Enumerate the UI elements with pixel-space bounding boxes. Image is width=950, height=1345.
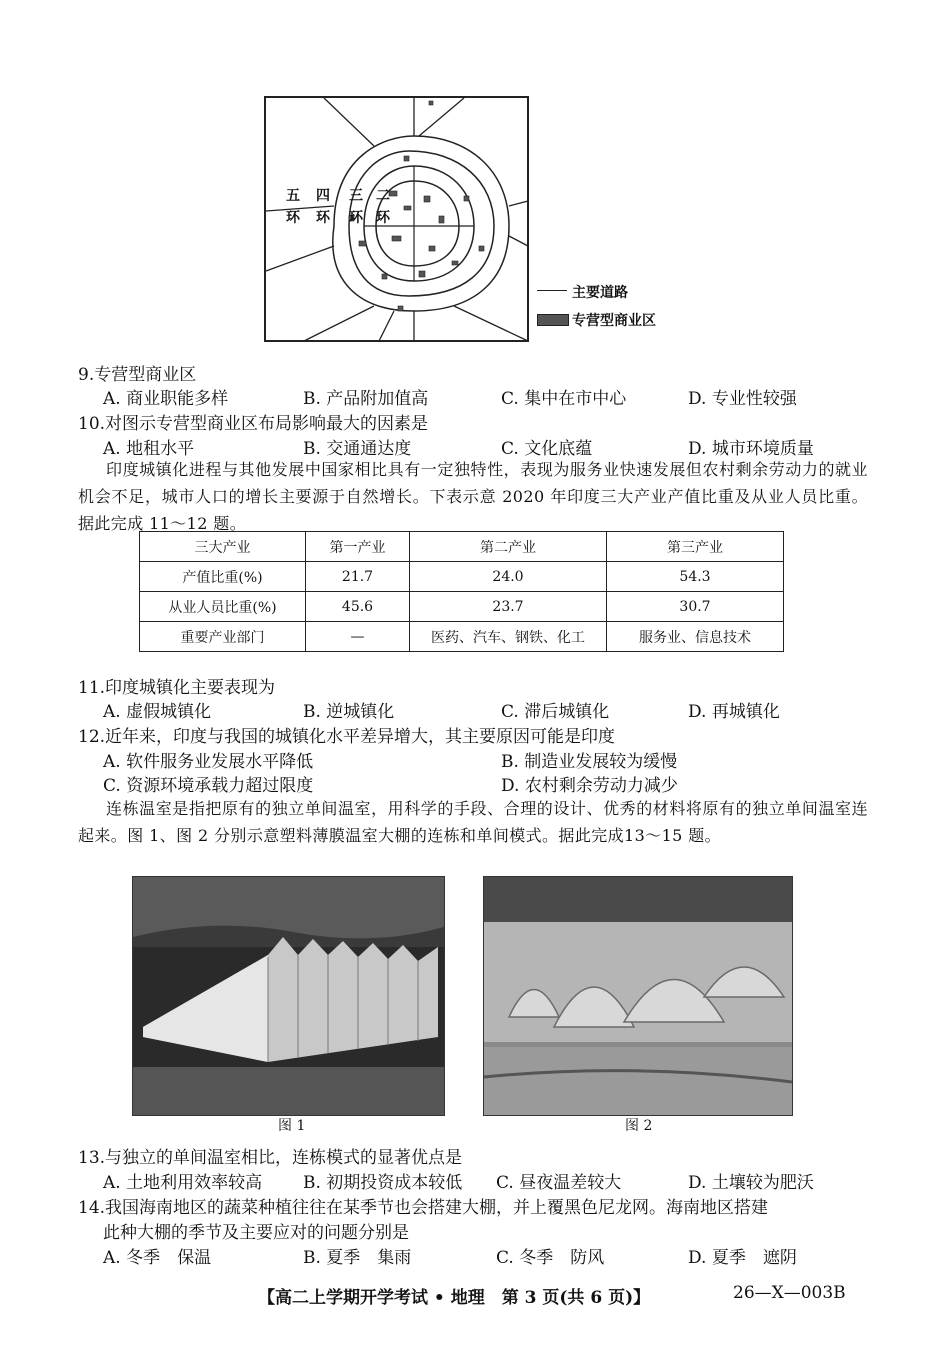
table-row	[140, 562, 784, 592]
table-header-cell: 第三产业	[607, 532, 784, 562]
passage-greenhouse: 连栋温室是指把原有的独立单间温室，用科学的手段、合理的设计、优秀的材料将原有的独立单间温室连起来。图 1、图 2 分别示意塑料薄膜温室大棚的连栋和单间模式。据此完成13～15 题。	[78, 799, 868, 845]
question-14-stem-line-1: 14.我国海南地区的蔬菜种植往往在某季节也会搭建大棚，并上覆黑色尼龙网。海南地区搭建	[78, 1198, 769, 1218]
table-cell: 产值比重(%)	[140, 562, 306, 592]
q9-option-a[interactable]: A. 商业职能多样	[103, 389, 229, 409]
q9-option-c[interactable]: C. 集中在市中心	[501, 389, 627, 409]
city-map-svg	[264, 96, 529, 342]
ring-label: 环	[316, 210, 330, 226]
q14-option-a[interactable]: A. 冬季 保温	[103, 1248, 212, 1268]
ring-label: 五	[286, 188, 300, 204]
question-10-stem: 10.对图示专营型商业区布局影响最大的因素是	[78, 414, 429, 434]
q12-option-a[interactable]: A. 软件服务业发展水平降低	[103, 752, 314, 772]
table-cell: 45.6	[306, 592, 410, 622]
table-cell: 医药、汽车、钢铁、化工	[410, 622, 607, 652]
q11-option-b[interactable]: B. 逆城镇化	[303, 702, 395, 722]
q12-option-b[interactable]: B. 制造业发展较为缓慢	[501, 752, 678, 772]
greenhouse-photo-1	[133, 877, 444, 1115]
question-12-stem: 12.近年来，印度与我国的城镇化水平差异增大，其主要原因可能是印度	[78, 727, 616, 747]
q10-option-a[interactable]: A. 地租水平	[103, 439, 195, 459]
ring-label: 四	[316, 188, 330, 204]
q13-option-b[interactable]: B. 初期投资成本较低	[303, 1173, 463, 1193]
q10-option-b[interactable]: B. 交通通达度	[303, 439, 412, 459]
table-cell: 24.0	[410, 562, 607, 592]
q14-option-b[interactable]: B. 夏季 集雨	[303, 1248, 412, 1268]
question-14-stem-line-2: 此种大棚的季节及主要应对的问题分别是	[103, 1223, 409, 1243]
passage-india-urbanization: 印度城镇化进程与其他发展中国家相比具有一定独特性，表现为服务业快速发展但农村剩余劳动力的就业机会不足，城市人口的增长主要源于自然增长。下表示意 2020 年印度三大产业产值比重及从业人员比重。据此完成 11～12 题。	[78, 460, 868, 533]
table-row	[140, 622, 784, 652]
q12-option-c[interactable]: C. 资源环境承载力超过限度	[103, 776, 314, 796]
question-9-stem: 9.专营型商业区	[78, 365, 197, 385]
q11-option-a[interactable]: A. 虚假城镇化	[103, 702, 212, 722]
table-cell: 54.3	[607, 562, 784, 592]
greenhouse-photo-2	[484, 877, 792, 1115]
question-13-stem: 13.与独立的单间温室相比，连栋模式的显著优点是	[78, 1148, 463, 1168]
q14-option-d[interactable]: D. 夏季 遮阴	[688, 1248, 797, 1268]
q9-option-d[interactable]: D. 专业性较强	[688, 389, 797, 409]
table-cell: 从业人员比重(%)	[140, 592, 306, 622]
ring-label: 环	[286, 210, 300, 226]
page-footer-title: 【高二上学期开学考试 • 地理 第 3 页(共 6 页)】	[258, 1288, 651, 1308]
table-row	[140, 592, 784, 622]
road-legend-line	[537, 290, 567, 291]
table-header-cell: 三大产业	[140, 532, 306, 562]
ring-label: 二	[376, 188, 390, 204]
q11-option-d[interactable]: D. 再城镇化	[688, 702, 780, 722]
q13-option-a[interactable]: A. 土地利用效率较高	[103, 1173, 263, 1193]
table-header-row	[140, 532, 784, 562]
q13-option-c[interactable]: C. 昼夜温差较大	[496, 1173, 622, 1193]
table-cell: 23.7	[410, 592, 607, 622]
q9-option-b[interactable]: B. 产品附加值高	[303, 389, 429, 409]
ring-label: 环	[376, 210, 390, 226]
page-footer-code: 26—X—003B	[733, 1283, 846, 1303]
table-cell: 服务业、信息技术	[607, 622, 784, 652]
q10-option-d[interactable]: D. 城市环境质量	[688, 439, 814, 459]
figure-1-caption: 图 1	[278, 1118, 306, 1134]
q12-option-d[interactable]: D. 农村剩余劳动力减少	[501, 776, 678, 796]
q10-option-c[interactable]: C. 文化底蕴	[501, 439, 593, 459]
district-legend-label: 专营型商业区	[572, 313, 656, 329]
question-11-stem: 11.印度城镇化主要表现为	[78, 678, 276, 698]
figure-1-multi-span-greenhouse	[132, 876, 445, 1116]
q14-option-c[interactable]: C. 冬季 防风	[496, 1248, 605, 1268]
ring-label: 三	[349, 188, 363, 204]
table-cell: 30.7	[607, 592, 784, 622]
table-cell: —	[306, 622, 410, 652]
q13-option-d[interactable]: D. 土壤较为肥沃	[688, 1173, 814, 1193]
district-legend-swatch	[537, 314, 569, 326]
table-cell: 21.7	[306, 562, 410, 592]
road-legend-label: 主要道路	[572, 285, 628, 301]
table-header-cell: 第一产业	[306, 532, 410, 562]
table-header-cell: 第二产业	[410, 532, 607, 562]
q11-option-c[interactable]: C. 滞后城镇化	[501, 702, 610, 722]
industry-table	[139, 531, 784, 652]
city-map-figure	[264, 96, 529, 342]
figure-2-caption: 图 2	[625, 1118, 653, 1134]
ring-label: 环	[349, 210, 363, 226]
table-cell: 重要产业部门	[140, 622, 306, 652]
figure-2-single-span-greenhouse	[483, 876, 793, 1116]
